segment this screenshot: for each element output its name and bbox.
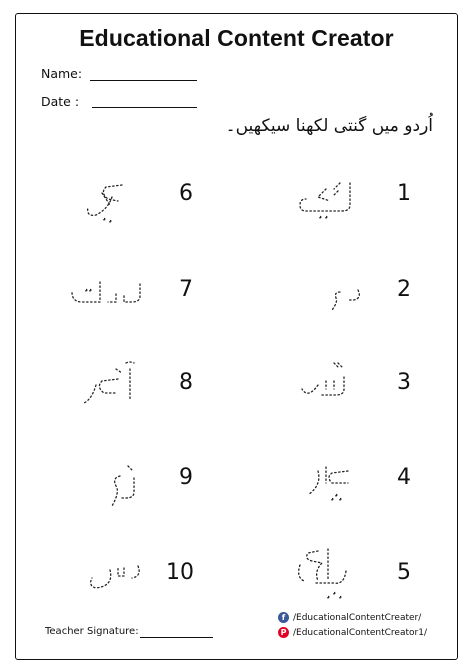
- date-field-line[interactable]: [92, 107, 197, 108]
- pinterest-link[interactable]: [278, 627, 427, 638]
- trace-word-7: [66, 276, 146, 320]
- facebook-link-text: /EducationalContentCreater/: [293, 612, 422, 623]
- teacher-signature-label: Teacher Signature:: [45, 626, 139, 637]
- trace-word-4: [302, 459, 354, 515]
- numeral-3: 3: [397, 370, 411, 395]
- facebook-link[interactable]: [278, 612, 421, 623]
- teacher-signature-line[interactable]: [140, 637, 213, 638]
- numeral-6: 6: [179, 181, 193, 206]
- trace-word-3: [298, 359, 350, 409]
- numeral-2: 2: [397, 277, 411, 302]
- trace-word-8: [82, 359, 136, 413]
- numeral-10: 10: [166, 560, 194, 585]
- page-title: Educational Content Creator: [79, 25, 394, 51]
- numeral-1: 1: [397, 181, 411, 206]
- facebook-icon: f: [278, 612, 289, 623]
- numeral-7: 7: [179, 277, 193, 302]
- trace-word-2: [328, 286, 362, 316]
- pinterest-link-text: /EducationalContentCreator1/: [293, 627, 427, 638]
- numeral-4: 4: [397, 465, 411, 490]
- numeral-9: 9: [179, 465, 193, 490]
- numeral-8: 8: [179, 370, 193, 395]
- worksheet: [15, 13, 458, 660]
- trace-word-9: [108, 462, 142, 516]
- pinterest-icon: P: [278, 627, 289, 638]
- name-label: Name:: [41, 66, 83, 81]
- date-label: Date :: [41, 94, 80, 109]
- name-field-line[interactable]: [90, 80, 197, 81]
- numeral-5: 5: [397, 560, 411, 585]
- instruction-heading: اُردو میں گنتی لکھنا سیکھیں۔: [225, 116, 433, 136]
- trace-word-5: [294, 541, 352, 605]
- trace-word-10: [84, 556, 144, 604]
- trace-word-6: [82, 179, 130, 227]
- trace-word-1: [296, 179, 358, 223]
